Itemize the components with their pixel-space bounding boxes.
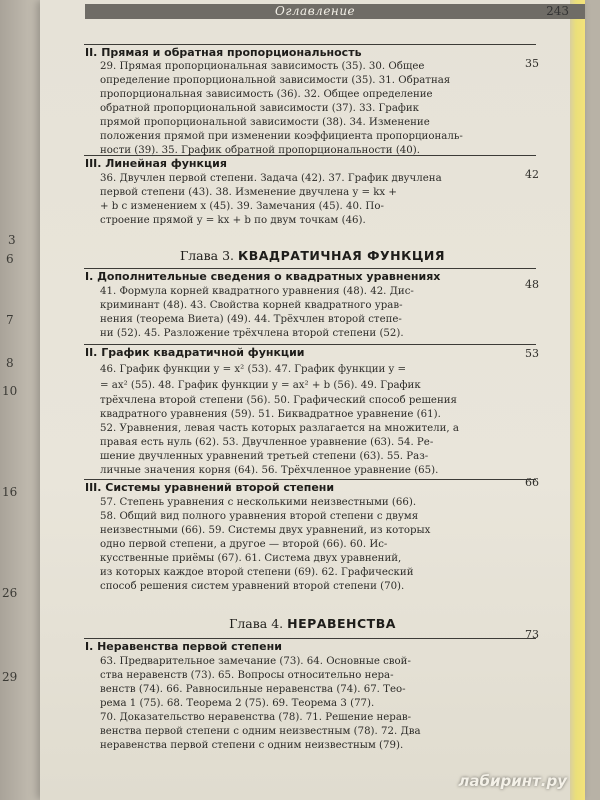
- chapter-prefix: Глава 4.: [229, 616, 284, 631]
- edge-number: 3: [8, 233, 16, 247]
- toc-line: 46. График функции y = x² (53). 47. График функции y =: [100, 364, 407, 375]
- toc-line: = ax² (55). 48. График функции y = ax² + b (56). 49. График: [100, 380, 421, 391]
- chapter-name: КВАДРАТИЧНАЯ ФУНКЦИЯ: [238, 248, 446, 263]
- toc-line: шение двучленных уравнений третьей степени (63). 55. Раз-: [100, 451, 429, 462]
- section-page: 66: [525, 476, 539, 489]
- section-title: II. Прямая и обратная пропорциональность: [85, 46, 362, 59]
- section-rule: [84, 44, 536, 45]
- section-title: I. Неравенства первой степени: [85, 640, 282, 653]
- section-title: I. Дополнительные сведения о квадратных уравнениях: [85, 270, 441, 283]
- toc-line: ства неравенств (73). 65. Вопросы относительно нера-: [100, 670, 394, 681]
- section-rule: [84, 638, 536, 639]
- book-page: [40, 0, 585, 800]
- edge-number: 7: [6, 313, 14, 327]
- page-number: 243: [546, 4, 569, 18]
- edge-number: 29: [2, 670, 18, 684]
- toc-line: положения прямой при изменении коэффициента пропорциональ-: [100, 131, 463, 142]
- section-page: 48: [525, 278, 539, 291]
- page-edge-spine: [570, 0, 585, 800]
- section-rule: [84, 268, 536, 269]
- edge-number: 8: [6, 356, 14, 370]
- toc-line: 52. Уравнения, левая часть которых разлагается на множители, а: [100, 423, 459, 434]
- section-page: 73: [525, 628, 539, 641]
- toc-line: определение пропорциональной зависимости (35). 31. Обратная: [100, 75, 451, 86]
- section-title: III. Линейная функция: [85, 157, 227, 170]
- toc-line: неизвестными (66). 59. Системы двух уравнений, из которых: [100, 525, 431, 536]
- toc-line: первой степени (43). 38. Изменение двучлена y = kx +: [100, 187, 397, 198]
- toc-line: кусственные приёмы (67). 61. Система двух уравнений,: [100, 553, 402, 564]
- toc-line: рема 1 (75). 68. Теорема 2 (75). 69. Теорема 3 (77).: [100, 698, 375, 709]
- toc-line: ни (52). 45. Разложение трёхчлена второй степени (52).: [100, 328, 404, 339]
- section-rule: [84, 155, 536, 156]
- toc-line: 36. Двучлен первой степени. Задача (42). 37. График двучлена: [100, 173, 442, 184]
- toc-line: личные значения корня (64). 56. Трёхчленное уравнение (65).: [100, 465, 439, 476]
- toc-line: из которых каждое второй степени (69). 62. Графический: [100, 567, 414, 578]
- toc-line: криминант (48). 43. Свойства корней квадратного урав-: [100, 300, 403, 311]
- adjacent-page-edge: [0, 0, 40, 800]
- running-header: [85, 4, 585, 22]
- toc-line: венств (74). 66. Равносильные неравенства (74). 67. Тео-: [100, 684, 406, 695]
- toc-line: 58. Общий вид полного уравнения второй степени с двумя: [100, 511, 419, 522]
- section-title: III. Системы уравнений второй степени: [85, 481, 335, 494]
- toc-line: 41. Формула корней квадратного уравнения (48). 42. Дис-: [100, 286, 414, 297]
- section-rule: [84, 344, 536, 345]
- toc-line: строение прямой y = kx + b по двум точкам (46).: [100, 215, 366, 226]
- toc-line: 70. Доказательство неравенства (78). 71. Решение нерав-: [100, 712, 412, 723]
- toc-line: прямой пропорциональной зависимости (38). 34. Изменение: [100, 117, 430, 128]
- toc-line: венства первой степени с одним неизвестным (78). 72. Два: [100, 726, 421, 737]
- toc-line: 63. Предварительное замечание (73). 64. Основные свой-: [100, 656, 411, 667]
- toc-line: правая есть нуль (62). 53. Двучленное уравнение (63). 54. Ре-: [100, 437, 434, 448]
- edge-number: 26: [2, 586, 18, 600]
- toc-line: одно первой степени, а другое — второй (66). 60. Ис-: [100, 539, 388, 550]
- edge-number: 6: [6, 252, 14, 266]
- watermark-logo: лабиринт.ру: [458, 772, 567, 790]
- chapter-heading: [40, 248, 585, 263]
- toc-line: ности (39). 35. График обратной пропорциональности (40).: [100, 145, 420, 156]
- section-page: 35: [525, 57, 539, 70]
- toc-line: неравенства первой степени с одним неизвестным (79).: [100, 740, 404, 751]
- section-title: II. График квадратичной функции: [85, 346, 305, 359]
- section-rule: [84, 479, 536, 480]
- toc-line: обратной пропорциональной зависимости (37). 33. График: [100, 103, 420, 114]
- toc-line: пропорциональная зависимость (36). 32. Общее определение: [100, 89, 433, 100]
- header-title: Оглавление: [275, 4, 356, 18]
- toc-line: + b с изменением x (45). 39. Замечания (45). 40. По-: [100, 201, 384, 212]
- toc-line: способ решения систем уравнений второй степени (70).: [100, 581, 405, 592]
- toc-line: 57. Степень уравнения с несколькими неизвестными (66).: [100, 497, 417, 508]
- chapter-heading: [40, 616, 585, 631]
- chapter-prefix: Глава 3.: [179, 248, 235, 263]
- toc-line: нения (теорема Виета) (49). 44. Трёхчлен второй степе-: [100, 314, 402, 325]
- edge-number: 16: [2, 485, 18, 499]
- edge-number: 10: [2, 384, 18, 398]
- toc-line: трёхчлена второй степени (56). 50. Графический способ решения: [100, 395, 457, 406]
- section-page: 42: [525, 168, 539, 181]
- chapter-name: НЕРАВЕНСТВА: [287, 616, 396, 631]
- toc-line: 29. Прямая пропорциональная зависимость (35). 30. Общее: [100, 61, 425, 72]
- toc-line: квадратного уравнения (59). 51. Биквадратное уравнение (61).: [100, 409, 441, 420]
- section-page: 53: [525, 347, 539, 360]
